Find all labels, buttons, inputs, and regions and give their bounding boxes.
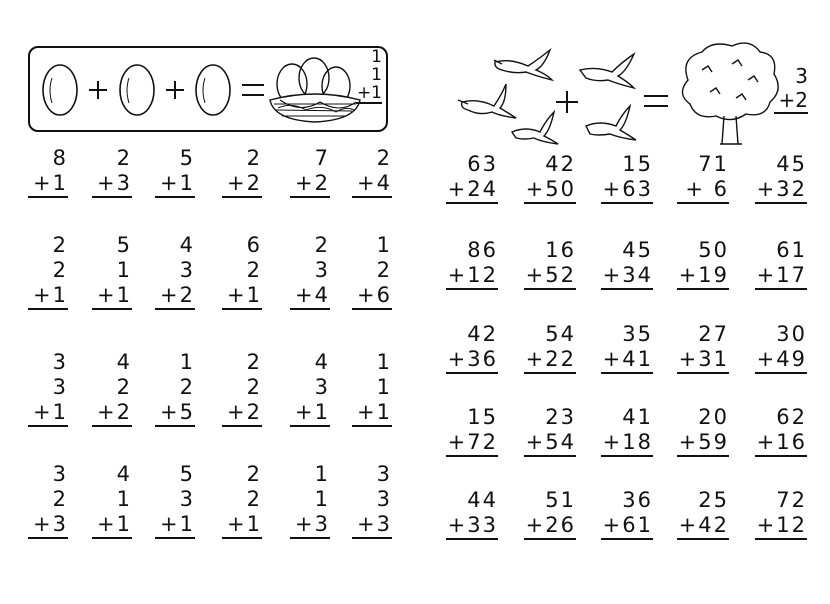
addition-problem [28, 350, 68, 427]
addend-with-plus: +16 [755, 430, 807, 457]
addend: 20 [698, 405, 729, 429]
bird-icon [494, 50, 552, 80]
addend-with-plus: +59 [677, 430, 729, 457]
addend: 50 [698, 238, 729, 262]
addition-problem [755, 405, 807, 457]
addend: 62 [776, 405, 807, 429]
addition-problem [222, 146, 262, 198]
addition-problem [524, 238, 576, 290]
addend: 1 [314, 487, 330, 511]
addition-problem [524, 152, 576, 204]
addend-with-plus: +61 [601, 513, 653, 540]
addend: 2 [376, 146, 392, 170]
addend: 1 [371, 47, 382, 67]
addition-problem [755, 488, 807, 540]
egg-icon [196, 65, 230, 115]
addend-with-plus: + 6 [677, 177, 729, 204]
addend-with-plus: +2 [222, 171, 262, 198]
addend-with-plus: +2 [222, 400, 262, 427]
addend: 6 [246, 233, 262, 257]
addend: 5 [179, 146, 195, 170]
addition-problem [28, 146, 68, 198]
addition-problem [755, 238, 807, 290]
addition-problem [155, 350, 195, 427]
addend-with-plus: +1 [28, 400, 68, 427]
equals-sign-icon [644, 96, 668, 106]
addend: 1 [371, 65, 382, 85]
egg-icon [120, 65, 154, 115]
addend: 1 [116, 487, 132, 511]
bird-icon [586, 106, 636, 140]
addend: 4 [116, 350, 132, 374]
addend-with-plus: +1 [222, 512, 262, 539]
addend-with-plus: +49 [755, 347, 807, 374]
addend-with-plus: +12 [446, 263, 498, 290]
tree-with-birds-icon [682, 43, 778, 144]
addend: 4 [314, 350, 330, 374]
addend: 8 [52, 146, 68, 170]
addition-problem [446, 238, 498, 290]
addition-problem [155, 233, 195, 310]
addend: 3 [179, 258, 195, 282]
addend-with-plus: +1 [290, 400, 330, 427]
addend: 72 [776, 488, 807, 512]
addend-with-plus: +1 [155, 171, 195, 198]
addition-problem [524, 405, 576, 457]
addend: 1 [376, 350, 392, 374]
addend-with-plus: +42 [677, 513, 729, 540]
addend: 3 [314, 258, 330, 282]
egg-addition-illustration [30, 48, 386, 130]
addition-problem [677, 238, 729, 290]
bird-example-sum [774, 64, 808, 114]
bird-icon [458, 84, 516, 118]
addend-with-plus: +5 [155, 400, 195, 427]
addend: 3 [52, 350, 68, 374]
addend: 3 [52, 462, 68, 486]
addend: 2 [179, 375, 195, 399]
addend: 5 [116, 233, 132, 257]
addend: 3 [314, 375, 330, 399]
addend: 2 [116, 146, 132, 170]
addend: 5 [179, 462, 195, 486]
addend-with-plus: +36 [446, 347, 498, 374]
addend-with-plus: +18 [601, 430, 653, 457]
addend-with-plus: +4 [352, 171, 392, 198]
addition-problem [601, 152, 653, 204]
addition-problem [222, 350, 262, 427]
addend-with-plus: +1 [352, 400, 392, 427]
addend: 4 [116, 462, 132, 486]
addition-problem [352, 462, 392, 539]
addend: 3 [795, 64, 808, 88]
bird-icon [580, 54, 634, 88]
addend: 2 [52, 487, 68, 511]
addition-problem [446, 405, 498, 457]
addend: 42 [545, 152, 576, 176]
egg-example-box [28, 46, 388, 132]
addend: 2 [246, 462, 262, 486]
addition-problem [601, 405, 653, 457]
addend: 2 [314, 233, 330, 257]
addend-with-plus: +3 [290, 512, 330, 539]
addition-problem [155, 462, 195, 539]
addend: 2 [246, 350, 262, 374]
addend-with-plus: +2 [155, 283, 195, 310]
addend-with-plus: +2 [92, 400, 132, 427]
addend: 42 [467, 322, 498, 346]
addend-with-plus: +17 [755, 263, 807, 290]
addend-with-plus: +1 [92, 512, 132, 539]
addend: 30 [776, 322, 807, 346]
addend: 1 [376, 375, 392, 399]
addition-problem [352, 233, 392, 310]
addend-with-plus: +3 [352, 512, 392, 539]
addend-with-plus: +6 [352, 283, 392, 310]
addend: 4 [179, 233, 195, 257]
addend-with-plus: +52 [524, 263, 576, 290]
nest-with-eggs-icon [270, 58, 360, 122]
addend: 1 [376, 233, 392, 257]
addend: 51 [545, 488, 576, 512]
addend: 2 [376, 258, 392, 282]
addend-with-plus: +63 [601, 177, 653, 204]
addition-problem [601, 238, 653, 290]
addition-problem [755, 152, 807, 204]
addend: 45 [776, 152, 807, 176]
addend-with-plus: +72 [446, 430, 498, 457]
addend: 3 [376, 487, 392, 511]
addition-problem [524, 322, 576, 374]
addend: 7 [314, 146, 330, 170]
addition-problem [352, 350, 392, 427]
addend-with-plus: +22 [524, 347, 576, 374]
plus-sign-icon [556, 91, 578, 113]
addition-problem [28, 233, 68, 310]
addend-with-plus: +1 [28, 283, 68, 310]
addend: 86 [467, 238, 498, 262]
addend: 2 [246, 375, 262, 399]
addition-problem [92, 350, 132, 427]
addend: 1 [314, 462, 330, 486]
addend: 15 [622, 152, 653, 176]
addition-problem [677, 488, 729, 540]
addend: 45 [622, 238, 653, 262]
addend: 2 [246, 146, 262, 170]
addend: 1 [179, 350, 195, 374]
addend-with-plus: +41 [601, 347, 653, 374]
egg-icon [43, 65, 77, 115]
addend-with-plus: +12 [755, 513, 807, 540]
addition-problem [677, 152, 729, 204]
addend-with-plus: +33 [446, 513, 498, 540]
addend-with-plus: +3 [92, 171, 132, 198]
addend: 36 [622, 488, 653, 512]
addition-problem [677, 322, 729, 374]
addend: 27 [698, 322, 729, 346]
addend: 3 [52, 375, 68, 399]
addition-problem [92, 146, 132, 198]
addend-with-plus: +2 [290, 171, 330, 198]
addend: 54 [545, 322, 576, 346]
egg-example-sum [356, 48, 382, 104]
addition-problem [446, 152, 498, 204]
addition-problem [601, 488, 653, 540]
addend: 23 [545, 405, 576, 429]
addition-problem [290, 233, 330, 310]
addend-with-plus: +1 [92, 283, 132, 310]
addition-problem [677, 405, 729, 457]
addition-problem [155, 146, 195, 198]
addend-with-plus: +31 [677, 347, 729, 374]
addition-problem [222, 233, 262, 310]
addend-with-plus: +19 [677, 263, 729, 290]
addend-with-plus: +50 [524, 177, 576, 204]
addend: 2 [116, 375, 132, 399]
addend-with-plus: +32 [755, 177, 807, 204]
addition-problem [601, 322, 653, 374]
addition-problem [755, 322, 807, 374]
addend: 2 [52, 233, 68, 257]
addition-problem [290, 146, 330, 198]
addend: 35 [622, 322, 653, 346]
addend-with-plus: +54 [524, 430, 576, 457]
addend-with-plus: +1 [155, 512, 195, 539]
bird-addition-illustration [440, 40, 780, 150]
addend: 25 [698, 488, 729, 512]
addend-with-plus: +26 [524, 513, 576, 540]
addend: 71 [698, 152, 729, 176]
addend: 63 [467, 152, 498, 176]
addend-with-plus: +34 [601, 263, 653, 290]
addend: 3 [376, 462, 392, 486]
addend: 2 [52, 258, 68, 282]
bird-icon [512, 112, 558, 144]
addition-problem [524, 488, 576, 540]
addition-problem [290, 350, 330, 427]
addition-problem [352, 146, 392, 198]
addend-with-plus: +1 [28, 171, 68, 198]
addition-problem [92, 233, 132, 310]
addition-problem [222, 462, 262, 539]
addend-with-plus: +1 [222, 283, 262, 310]
equals-sign-icon [242, 85, 264, 95]
addend: 16 [545, 238, 576, 262]
addend-with-plus: +24 [446, 177, 498, 204]
addend: 2 [246, 487, 262, 511]
plus-sign-icon [89, 81, 184, 99]
addition-problem [446, 488, 498, 540]
addend: 44 [467, 488, 498, 512]
addend: +1 [356, 83, 382, 103]
addition-problem [290, 462, 330, 539]
addition-problem [446, 322, 498, 374]
addend: 15 [467, 405, 498, 429]
addend: 1 [116, 258, 132, 282]
addition-problem [28, 462, 68, 539]
addend: 61 [776, 238, 807, 262]
addend-with-plus: +3 [28, 512, 68, 539]
addend: 2 [246, 258, 262, 282]
addend: 3 [179, 487, 195, 511]
addition-problem [92, 462, 132, 539]
addend-with-plus: +4 [290, 283, 330, 310]
addend: 41 [622, 405, 653, 429]
addend: +2 [774, 88, 808, 114]
